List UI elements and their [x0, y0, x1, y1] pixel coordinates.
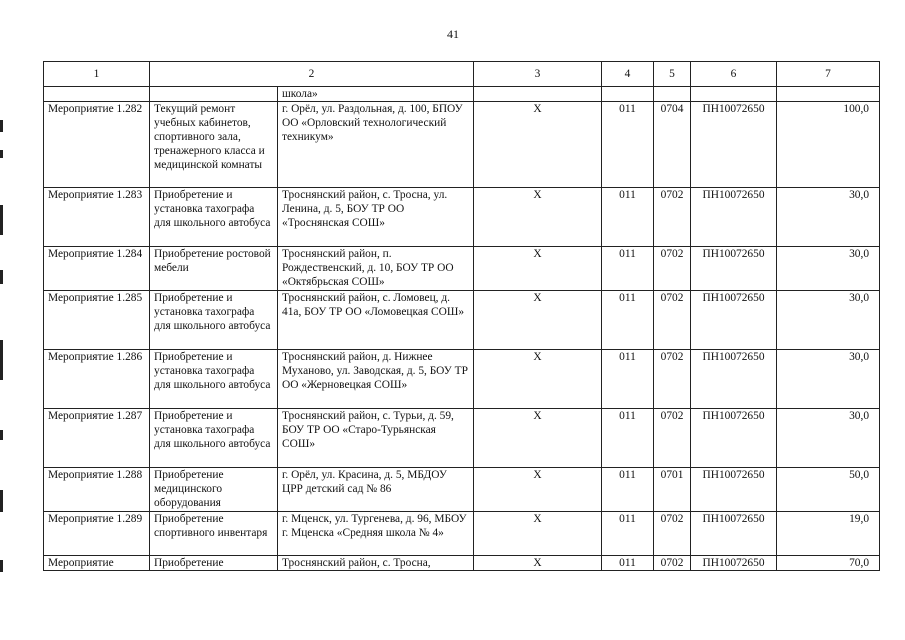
row-col3: Х: [474, 512, 602, 556]
row-id: Мероприятие 1.283: [44, 188, 150, 247]
row-id: Мероприятие 1.287: [44, 409, 150, 468]
row-col6: ПН10072650: [691, 188, 777, 247]
row-name: Приобретение и установка тахографа для школьного автобуса: [150, 188, 278, 247]
scan-edge-artifact: [0, 110, 4, 610]
row-col5: 0702: [654, 512, 691, 556]
row-address: г. Мценск, ул. Тургенева, д. 96, МБОУ г. Мценска «Средняя школа № 4»: [278, 512, 474, 556]
table-row: [44, 291, 880, 350]
row-col6: ПН10072650: [691, 291, 777, 350]
table-row: [44, 512, 880, 556]
row-col7: 19,0: [777, 512, 880, 556]
header-row: [44, 62, 880, 87]
row-col6: ПН10072650: [691, 350, 777, 409]
row-col4: 011: [602, 512, 654, 556]
row-name: Приобретение медицинского оборудования: [150, 468, 278, 512]
row-col6: ПН10072650: [691, 409, 777, 468]
row-address: Троснянский район, п. Рождественский, д. 10, БОУ ТР ОО «Октябрьская СОШ»: [278, 247, 474, 291]
row-col3: Х: [474, 291, 602, 350]
row-col3: Х: [474, 247, 602, 291]
row-address: г. Орёл, ул. Красина, д. 5, МБДОУ ЦРР детский сад № 86: [278, 468, 474, 512]
header-col-7: 7: [777, 62, 880, 87]
row-col5: 0701: [654, 468, 691, 512]
row-col7: 30,0: [777, 409, 880, 468]
row-name: Приобретение и установка тахографа для школьного автобуса: [150, 409, 278, 468]
row-col4: 011: [602, 556, 654, 571]
row-col3: Х: [474, 102, 602, 188]
row-col4: 011: [602, 350, 654, 409]
row-id: Мероприятие: [44, 556, 150, 571]
row-col3: Х: [474, 409, 602, 468]
row-col5: 0702: [654, 350, 691, 409]
row-col3: Х: [474, 468, 602, 512]
row-col3: Х: [474, 556, 602, 571]
row-col5: 0702: [654, 247, 691, 291]
table-row: [44, 409, 880, 468]
row-col5: 0702: [654, 291, 691, 350]
row-col7: 50,0: [777, 468, 880, 512]
row-col7: 100,0: [777, 102, 880, 188]
row-col7: 70,0: [777, 556, 880, 571]
row-name: Приобретение: [150, 556, 278, 571]
row-id: Мероприятие 1.286: [44, 350, 150, 409]
header-col-3: 3: [474, 62, 602, 87]
row-name: Приобретение ростовой мебели: [150, 247, 278, 291]
row-col7: 30,0: [777, 350, 880, 409]
row-col7: 30,0: [777, 291, 880, 350]
header-col-4: 4: [602, 62, 654, 87]
row-col4: 011: [602, 102, 654, 188]
row-col7: 30,0: [777, 188, 880, 247]
row-address: Троснянский район, с. Тросна, ул. Ленина, д. 5, БОУ ТР ОО «Троснянская СОШ»: [278, 188, 474, 247]
row-col4: 011: [602, 468, 654, 512]
table-row: [44, 188, 880, 247]
row-col7: 30,0: [777, 247, 880, 291]
row-name: Текущий ремонт учебных кабинетов, спортивного зала, тренажерного класса и медицинской комнаты: [150, 102, 278, 188]
row-col4: 011: [602, 188, 654, 247]
row-address: Троснянский район, д. Нижнее Муханово, ул. Заводская, д. 5, БОУ ТР ОО «Жерновецкая СОШ»: [278, 350, 474, 409]
row-address: Троснянский район, с. Ломовец, д. 41а, БОУ ТР ОО «Ломовецкая СОШ»: [278, 291, 474, 350]
header-col-1: 1: [44, 62, 150, 87]
row-id: Мероприятие 1.289: [44, 512, 150, 556]
table-row: [44, 468, 880, 512]
row-name: Приобретение спортивного инвентаря: [150, 512, 278, 556]
row-col6: ПН10072650: [691, 512, 777, 556]
row-col5: 0702: [654, 188, 691, 247]
row-name: Приобретение и установка тахографа для школьного автобуса: [150, 350, 278, 409]
table-row: [44, 556, 880, 571]
continuation-text: школа»: [278, 87, 474, 102]
row-col4: 011: [602, 247, 654, 291]
row-col6: ПН10072650: [691, 247, 777, 291]
header-col-2: 2: [150, 62, 474, 87]
row-col3: Х: [474, 188, 602, 247]
row-col4: 011: [602, 409, 654, 468]
table-row: [44, 247, 880, 291]
row-col5: 0702: [654, 409, 691, 468]
continuation-row: [44, 87, 880, 102]
row-col4: 011: [602, 291, 654, 350]
budget-table: [43, 61, 880, 571]
row-address: Троснянский район, с. Турьи, д. 59, БОУ ТР ОО «Старо-Турьянская СОШ»: [278, 409, 474, 468]
page-number: 41: [447, 27, 459, 41]
row-col6: ПН10072650: [691, 556, 777, 571]
header-col-6: 6: [691, 62, 777, 87]
row-address: г. Орёл, ул. Раздольная, д. 100, БПОУ ОО «Орловский технологический техникум»: [278, 102, 474, 188]
table-row: [44, 350, 880, 409]
row-col6: ПН10072650: [691, 102, 777, 188]
row-col5: 0702: [654, 556, 691, 571]
header-col-5: 5: [654, 62, 691, 87]
row-col6: ПН10072650: [691, 468, 777, 512]
row-id: Мероприятие 1.288: [44, 468, 150, 512]
table-row: [44, 102, 880, 188]
row-address: Троснянский район, с. Тросна,: [278, 556, 474, 571]
row-id: Мероприятие 1.282: [44, 102, 150, 188]
row-id: Мероприятие 1.284: [44, 247, 150, 291]
row-col3: Х: [474, 350, 602, 409]
row-col5: 0704: [654, 102, 691, 188]
row-name: Приобретение и установка тахографа для школьного автобуса: [150, 291, 278, 350]
row-id: Мероприятие 1.285: [44, 291, 150, 350]
